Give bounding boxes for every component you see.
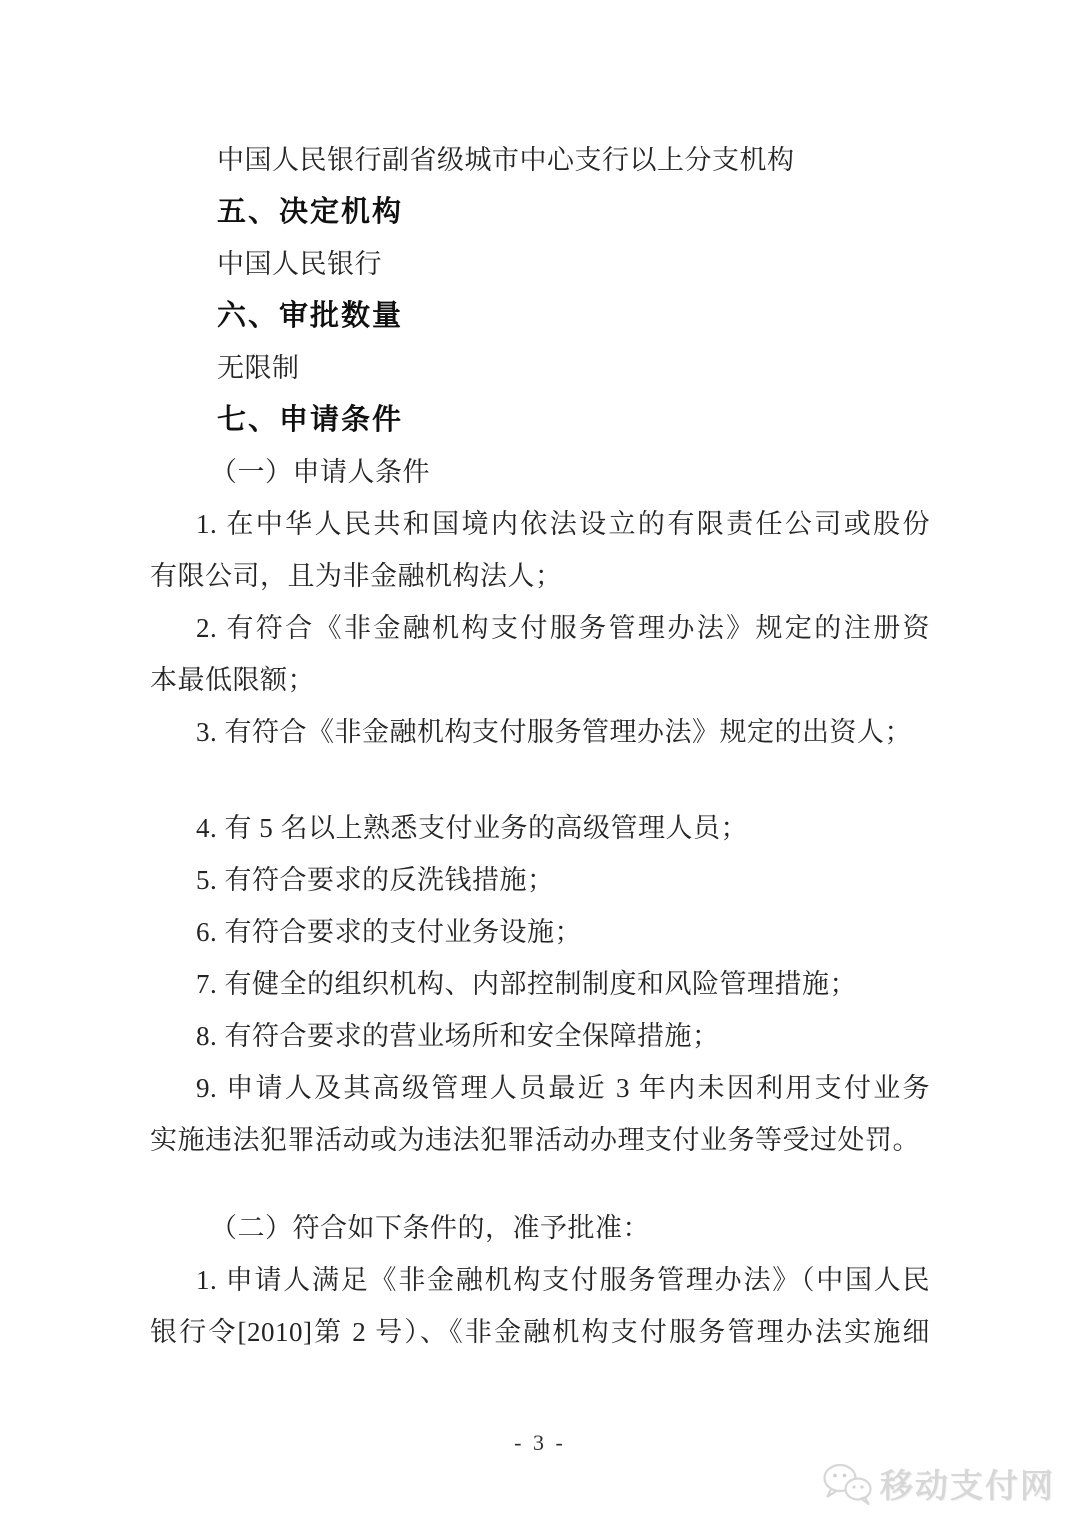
heading-section-five: 五、决定机构 [217,196,404,228]
page-number: - 3 - [514,1430,566,1455]
condition-2-line-2: 本最低限额； [150,665,315,695]
condition-4: 4. 有 5 名以上熟悉支付业务的高级管理人员； [196,813,748,843]
wechat-icon [820,1461,874,1507]
condition-7: 7. 有健全的组织机构、内部控制制度和风险管理措施； [196,969,857,999]
condition-9-line-1: 9. 申请人及其高级管理人员最近 3 年内未因利用支付业务 [196,1073,930,1103]
heading-section-seven: 七、申请条件 [217,404,404,436]
approval-condition-1-line-1: 1. 申请人满足《非金融机构支付服务管理办法》（中国人民 [196,1265,930,1295]
heading-section-six: 六、审批数量 [217,300,404,332]
line-approval-quantity: 无限制 [217,353,300,383]
condition-6: 6. 有符合要求的支付业务设施； [196,917,582,947]
line-deciding-authority: 中国人民银行 [217,249,382,279]
condition-1-line-2: 有限公司，且为非金融机构法人； [150,561,563,591]
approval-condition-1-line-2: 银行令[2010]第 2 号）、《非金融机构支付服务管理办法实施细 [150,1317,930,1347]
subheading-approval-conditions: （二）符合如下条件的，准予批准： [210,1213,650,1243]
condition-3: 3. 有符合《非金融机构支付服务管理办法》规定的出资人； [196,717,912,747]
condition-9-line-2: 实施违法犯罪活动或为违法犯罪活动办理支付业务等受过处罚。 [150,1125,920,1155]
watermark [820,1460,1055,1507]
line-branch-scope: 中国人民银行副省级城市中心支行以上分支机构 [217,145,795,175]
condition-8: 8. 有符合要求的营业场所和安全保障措施； [196,1021,720,1051]
condition-1-line-1: 1. 在中华人民共和国境内依法设立的有限责任公司或股份 [196,509,930,539]
condition-5: 5. 有符合要求的反洗钱措施； [196,865,555,895]
watermark-label: 移动支付网 [880,1467,1055,1504]
subheading-applicant-conditions: （一）申请人条件 [210,457,430,487]
condition-2-line-1: 2. 有符合《非金融机构支付服务管理办法》规定的注册资 [196,613,930,643]
document-body [150,134,930,1358]
